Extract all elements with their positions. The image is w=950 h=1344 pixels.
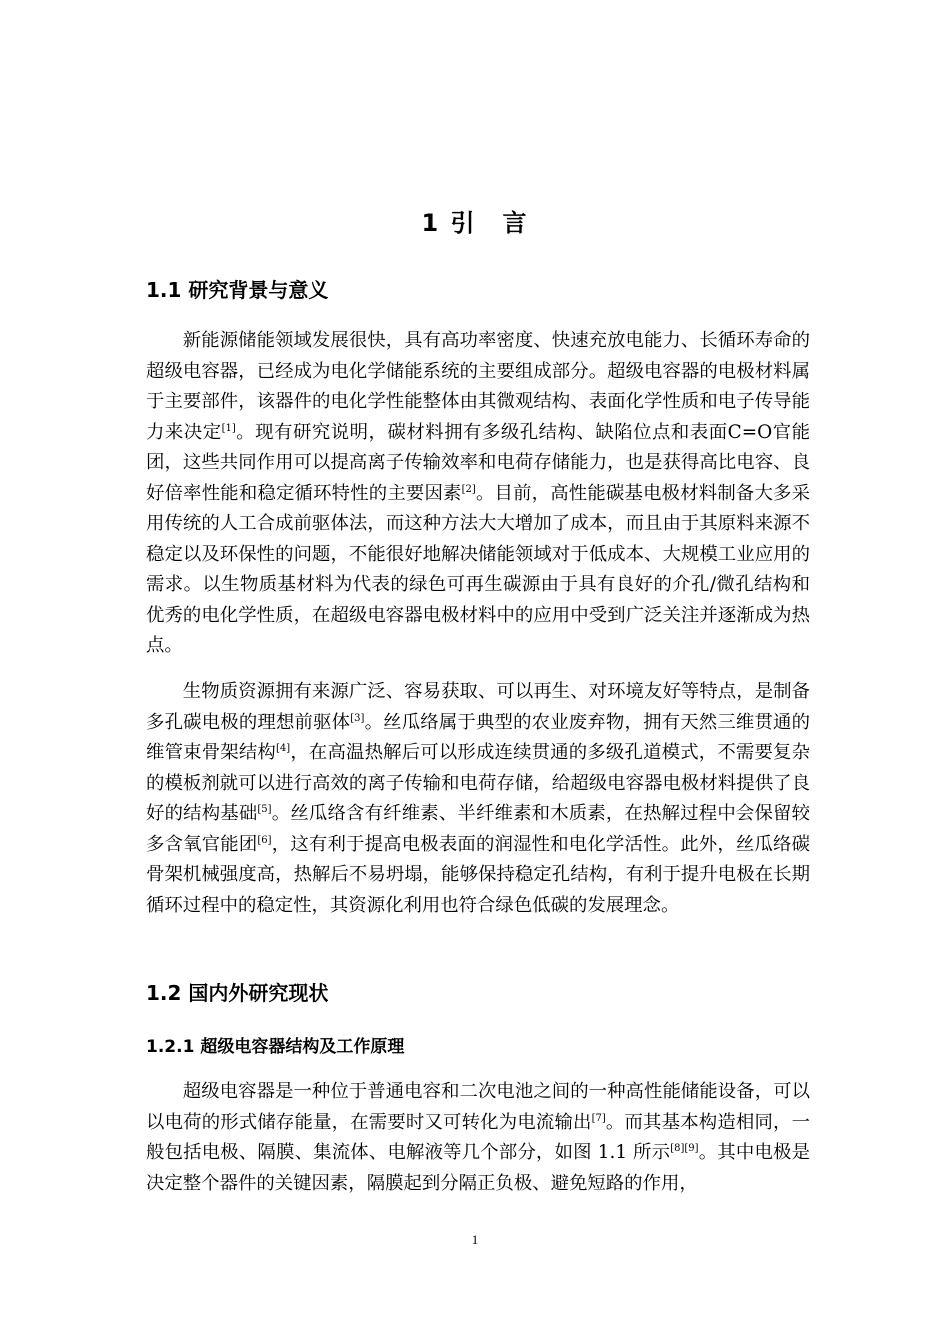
paragraph-text: 生物质资源拥有来源广泛、容易获取、可以再生、对环境友好等特点，是制备多孔碳电极的理想前驱体 (146, 681, 810, 733)
citation: [7] (591, 1112, 606, 1124)
citation: [2] (461, 483, 476, 495)
paragraph-text: 新能源储能领域发展很快，具有高功率密度、快速充放电能力、长循环寿命的超级电容器，已经成为电化学储能系统的主要组成部分。超级电容器的电极材料属于主要部件，该器件的电化学性能整体由其微观结构、表面化学性质和电子传导能力来决定 (146, 330, 810, 443)
paragraph-text: ，这有利于提高电极表面的润湿性和电化学活性。此外，丝瓜络碳骨架机械强度高，热解后不易坍塌，能够保持稳定孔结构，有利于提升电极在长期循环过程中的稳定性，其资源化利用也符合绿色低碳的发展理念。 (146, 833, 810, 916)
citation: [8][9] (670, 1143, 699, 1154)
citation: [3] (350, 712, 365, 724)
paragraph-background (146, 326, 810, 662)
paragraph-text: ，在高温热解后可以形成连续贯通的多级孔道模式，不需要复杂的模板剂就可以进行高效的离子传输和电荷存储，给超级电容器电极材料提供了良好的结构基础 (146, 742, 810, 824)
paragraph-text: 。其中电极是决定整个器件的关键因素，隔膜起到分隔正负极、避免短路的作用， (146, 1142, 810, 1194)
subsection-heading-1-2-1: 1.2.1 超级电容器结构及工作原理 (146, 1037, 405, 1057)
citation: [6] (257, 834, 272, 846)
paragraph-text: 。而其基本构造相同，一般包括电极、隔膜、集流体、电解液等几个部分，如图 1.1 所示 (146, 1111, 810, 1163)
paragraph-supercapacitor (146, 1077, 810, 1199)
paragraph-text: 超级电容器是一种位于普通电容和二次电池之间的一种高性能储能设备，可以以电荷的形式储存能量，在需要时又可转化为电流输出 (146, 1081, 810, 1133)
paragraph-text: 。现有研究说明，碳材料拥有多级孔结构、缺陷位点和表面C=O官能团，这些共同作用可以提高离子传输效率和电荷存储能力，也是获得高比电容、良好倍率性能和稳定循环特性的主要因素 (146, 421, 810, 504)
citation: [5] (257, 804, 272, 815)
citation: [1] (221, 422, 236, 434)
paragraph-text: 。丝瓜络含有纤维素、半纤维素和木质素，在热解过程中会保留较多含氧官能团 (146, 803, 810, 855)
citation: [4] (275, 743, 291, 754)
chapter-title: 1 引 言 (421, 209, 529, 237)
paragraph-text: 。丝瓜络属于典型的农业废弃物，拥有天然三维贯通的维管束骨架结构 (146, 711, 810, 763)
paragraph-text: 。目前，高性能碳基电极材料制备大多采用传统的人工合成前驱体法，而这种方法大大增加了成本，而且由于其原料来源不稳定以及环保性的问题，不能很好地解决储能领域对于低成本、大规模工业应用的需求。以生物质基材料为代表的绿色可再生碳源由于具有良好的介孔/微孔结构和优秀的电化学性质，在超级电容器电极材料中的应用中受到广泛关注并逐渐成为热点。 (146, 482, 810, 656)
paragraph-biomass (146, 677, 810, 921)
section-heading-1-1: 1.1 研究背景与意义 (146, 278, 329, 302)
section-heading-1-2: 1.2 国内外研究现状 (146, 981, 329, 1005)
page-number: 1 (471, 1232, 479, 1247)
